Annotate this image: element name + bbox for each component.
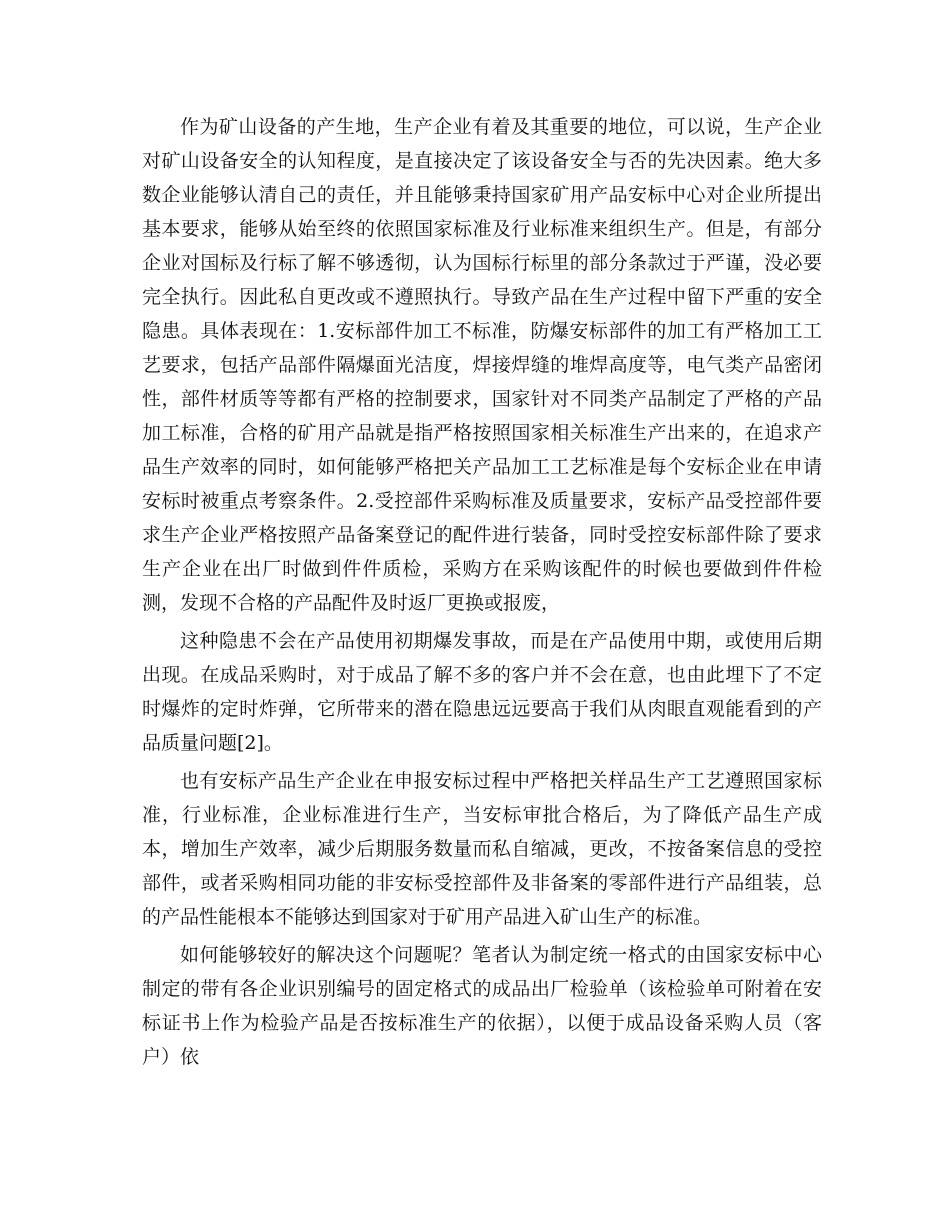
paragraph-4: 如何能够较好的解决这个问题呢？笔者认为制定统一格式的由国家安标中心制定的带有各企业识别编号的固定格式的成品出厂检验单（该检验单可附着在安标证书上作为检验产品是否按标准生产的依据），以便于成品设备采购人员（客户）依 — [142, 944, 822, 1068]
paragraph-3: 也有安标产品生产企业在申报安标过程中严格把关样品生产工艺遵照国家标准，行业标准，企业标准进行生产，当安标审批合格后，为了降低产品生产成本，增加生产效率，减少后期服务数量而私自缩减，更改，不按备案信息的受控部件，或者采购相同功能的非安标受控部件及非备案的零部件进行产品组装，总的产品性能根本不能够达到国家对于矿用产品进入矿山生产的标准。 — [142, 770, 822, 928]
paragraph-1: 作为矿山设备的产生地，生产企业有着及其重要的地位，可以说，生产企业对矿山设备安全的认知程度，是直接决定了该设备安全与否的先决因素。绝大多数企业能够认清自己的责任，并且能够秉持国家矿用产品安标中心对企业所提出基本要求，能够从始至终的依照国家标准及行业标准来组织生产。但是，有部分企业对国标及行标了解不够透彻，认为国标行标里的部分条款过于严谨，没必要完全执行。因此私自更改或不遵照执行。导致产品在生产过程中留下严重的安全隐患。具体表现在：1.安标部件加工不标准，防爆安标部件的加工有严格加工工艺要求，包括产品部件隔爆面光洁度，焊接焊缝的堆焊高度等，电气类产品密闭性，部件材质等等都有严格的控制要求，国家针对不同类产品制定了严格的产品加工标准，合格的矿用产品就是指严格按照国家相关标准生产出来的，在追求产品生产效率的同时，如何能够严格把关产品加工工艺标准是每个安标企业在申请安标时被重点考察条件。2.受控部件采购标准及质量要求，安标产品受控部件要求生产企业严格按照产品备案登记的配件进行装备，同时受控安标部件除了要求生产企业在出厂时做到件件质检，采购方在采购该配件的时候也要做到件件检测，发现不合格的产品配件及时返厂更换或报废， — [142, 116, 822, 614]
document-body — [142, 110, 822, 1078]
paragraph-2: 这种隐患不会在产品使用初期爆发事故，而是在产品使用中期，或使用后期出现。在成品采购时，对于成品了解不多的客户并不会在意，也由此埋下了不定时爆炸的定时炸弹，它所带来的潜在隐患远远要高于我们从肉眼直观能看到的产品质量问题[2]。 — [142, 630, 822, 754]
